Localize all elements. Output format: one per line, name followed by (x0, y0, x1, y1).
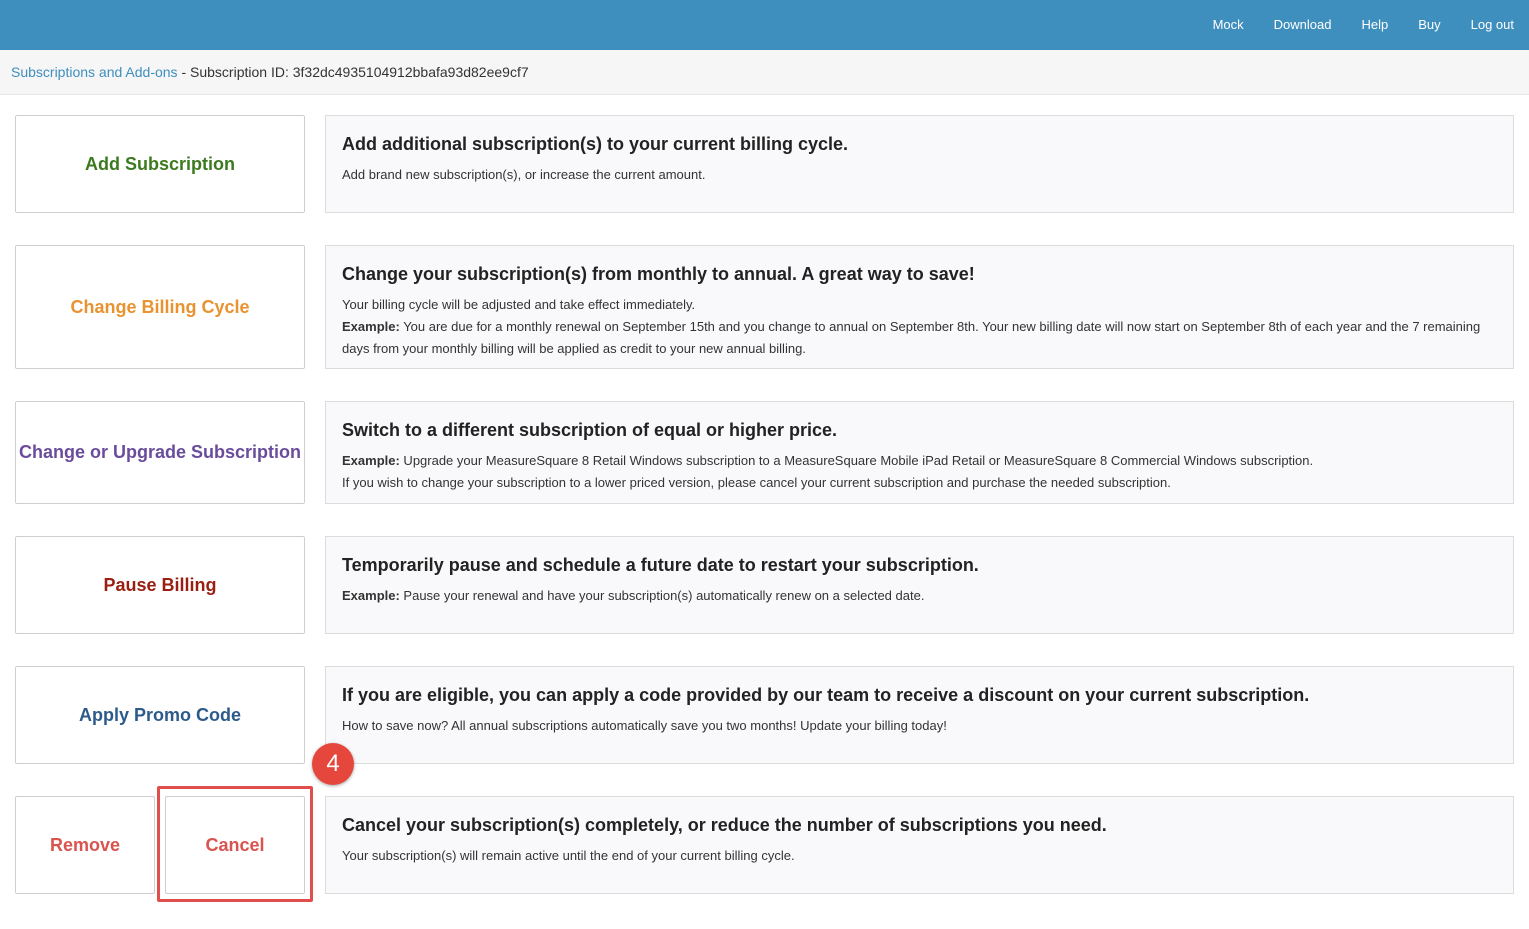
nav-help-link[interactable]: Help (1361, 17, 1389, 32)
change-billing-cycle-button[interactable]: Change Billing Cycle (15, 245, 305, 369)
description-title: Cancel your subscription(s) completely, or reduce the number of subscriptions you need. (342, 815, 1107, 835)
pause-billing-button[interactable]: Pause Billing (15, 536, 305, 634)
nav-mock-link[interactable]: Mock (1212, 17, 1244, 32)
apply-promo-description (325, 666, 1514, 764)
change-upgrade-subscription-button[interactable]: Change or Upgrade Subscription (15, 401, 305, 504)
pause-billing-description (325, 536, 1514, 634)
breadcrumb (0, 50, 1529, 95)
description-example-line: Example: Upgrade your MeasureSquare 8 Retail Windows subscription to a MeasureSquare Mobile iPad Retail or MeasureSquare 8 Commercial Windows subscription. (342, 453, 1314, 468)
description-title: If you are eligible, you can apply a code provided by our team to receive a discount on your current subscription. (342, 685, 1310, 705)
description-line: How to save now? All annual subscriptions automatically save you two months! Update your billing today! (342, 718, 947, 733)
add-subscription-button[interactable]: Add Subscription (15, 115, 305, 213)
remove-button[interactable]: Remove (15, 796, 155, 894)
nav-download-link[interactable]: Download (1273, 17, 1332, 32)
step-number-badge: 4 (312, 743, 354, 785)
nav-logout-link[interactable]: Log out (1470, 17, 1514, 32)
cancel-button[interactable]: Cancel (165, 796, 305, 894)
description-title: Temporarily pause and schedule a future date to restart your subscription. (342, 555, 979, 575)
breadcrumb-subscriptions-link[interactable]: Subscriptions and Add-ons (11, 64, 178, 80)
breadcrumb-separator: - (177, 64, 191, 80)
nav-buy-link[interactable]: Buy (1418, 17, 1441, 32)
change-billing-cycle-description (325, 245, 1514, 369)
add-subscription-description (325, 115, 1514, 213)
description-example-line: Example: You are due for a monthly renewal on September 15th and you change to annual on September 8th. Your new billing date will now start on September 8th of each year and the 7 remaining days from your monthly billing will be applied as credit to your new annual billing. (342, 319, 1481, 356)
description-title: Add additional subscription(s) to your current billing cycle. (342, 134, 849, 154)
apply-promo-code-button[interactable]: Apply Promo Code (15, 666, 305, 764)
description-line: If you wish to change your subscription to a lower priced version, please cancel your current subscription and purchase the needed subscription. (342, 475, 1171, 490)
top-navbar (0, 0, 1529, 50)
subscription-id-text: Subscription ID: 3f32dc4935104912bbafa93d82ee9cf7 (190, 64, 529, 80)
description-line: Your subscription(s) will remain active until the end of your current billing cycle. (342, 848, 795, 863)
description-title: Switch to a different subscription of equal or higher price. (342, 420, 838, 440)
nav-links (1198, 0, 1529, 50)
description-line: Your billing cycle will be adjusted and take effect immediately. (342, 297, 696, 312)
description-title: Change your subscription(s) from monthly to annual. A great way to save! (342, 264, 975, 284)
description-example-line: Example: Pause your renewal and have your subscription(s) automatically renew on a selected date. (342, 588, 925, 603)
description-line: Add brand new subscription(s), or increase the current amount. (342, 167, 706, 182)
cancel-description (325, 796, 1514, 894)
change-upgrade-description (325, 401, 1514, 504)
